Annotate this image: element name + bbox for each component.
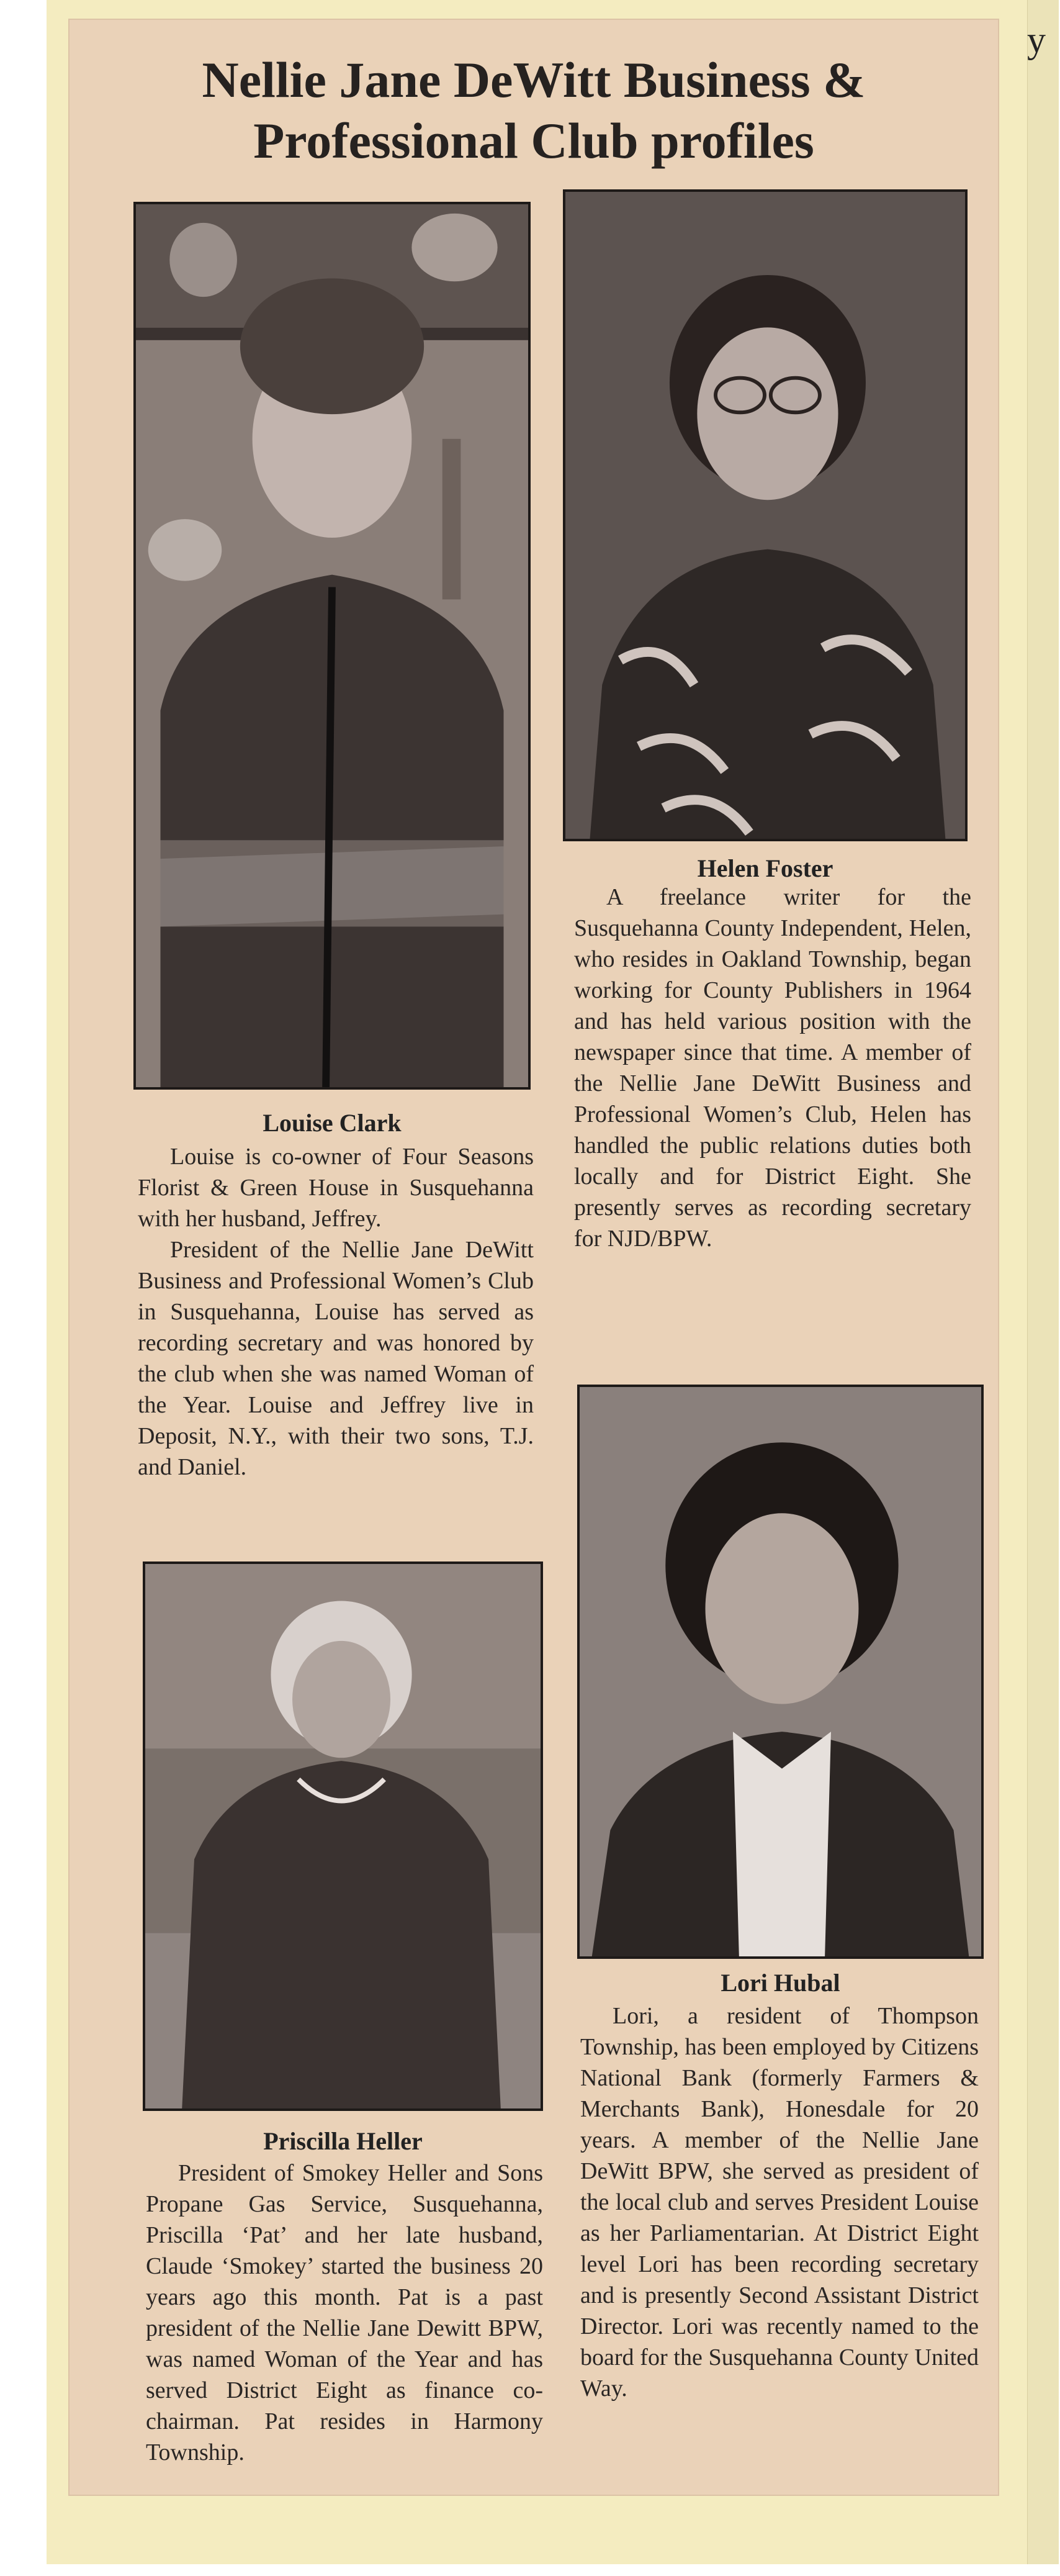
adjacent-page-strip xyxy=(1027,0,1059,2564)
adjacent-page-letter: y xyxy=(1027,19,1046,60)
bio-helen-foster xyxy=(574,882,971,1254)
bio-paragraph: President of Smokey Heller and Sons Propane Gas Service, Susquehanna, Priscilla ‘Pat’ and her late husband, Claude ‘Smokey’ started the business 20 years ago this month. Pat is a past president of the Nellie Jane Dewitt BPW, was named Woman of the Year and has served District Eight as finance co-chairman. Pat resides in Harmony Township. xyxy=(146,2160,543,2465)
bio-paragraph: A freelance writer for the Susquehanna County Independent, Helen, who resides in Oakland Township, began working for County Publishers in 1964 and has held various position with the newspaper since that time. A member of the Nellie Jane DeWitt Business and Professional Women’s Club, Helen has handled the public relations duties both locally and for District Eight. She presently serves as recording secretary for NJD/BPW. xyxy=(574,884,971,1252)
bio-paragraph: Louise is co-owner of Four Seasons Florist & Green House in Susquehanna with her husband, Jeffrey. xyxy=(138,1144,534,1232)
photo-helen-foster xyxy=(563,189,968,841)
caption-louise-clark: Louise Clark xyxy=(263,1109,402,1137)
caption-priscilla-heller: Priscilla Heller xyxy=(263,2127,423,2155)
photo-lori-hubal xyxy=(577,1385,984,1959)
photo-louise-clark xyxy=(133,202,531,1090)
photo-priscilla-heller xyxy=(143,1561,543,2111)
bio-paragraph: President of the Nellie Jane DeWitt Business and Professional Women’s Club in Susquehanna, Louise has served as recording secretary and was honored by the club when she was named Woman of the Year. Louise and Jeffrey live in Deposit, N.Y., with their two sons, T.J. and Daniel. xyxy=(138,1237,534,1480)
caption-lori-hubal: Lori Hubal xyxy=(721,1969,840,1997)
headline: Nellie Jane DeWitt Business & Professional Club profiles xyxy=(202,52,866,169)
bio-lori-hubal xyxy=(580,2000,979,2404)
caption-helen-foster: Helen Foster xyxy=(697,854,833,882)
bio-priscilla-heller xyxy=(146,2158,543,2468)
bio-paragraph: Lori, a resident of Thompson Township, has been employed by Citizens National Bank (formerly Farmers & Merchants Bank), Honesdale for 20 years. A member of the Nellie Jane DeWitt BPW, she served as president of the local club and serves President Louise as her Parliamentarian. At District Eight level Lori has been recording secretary and is presently Second Assistant District Director. Lori was recently named to the board for the Susquehanna County United Way. xyxy=(580,2003,979,2402)
bio-louise-clark xyxy=(138,1141,534,1483)
